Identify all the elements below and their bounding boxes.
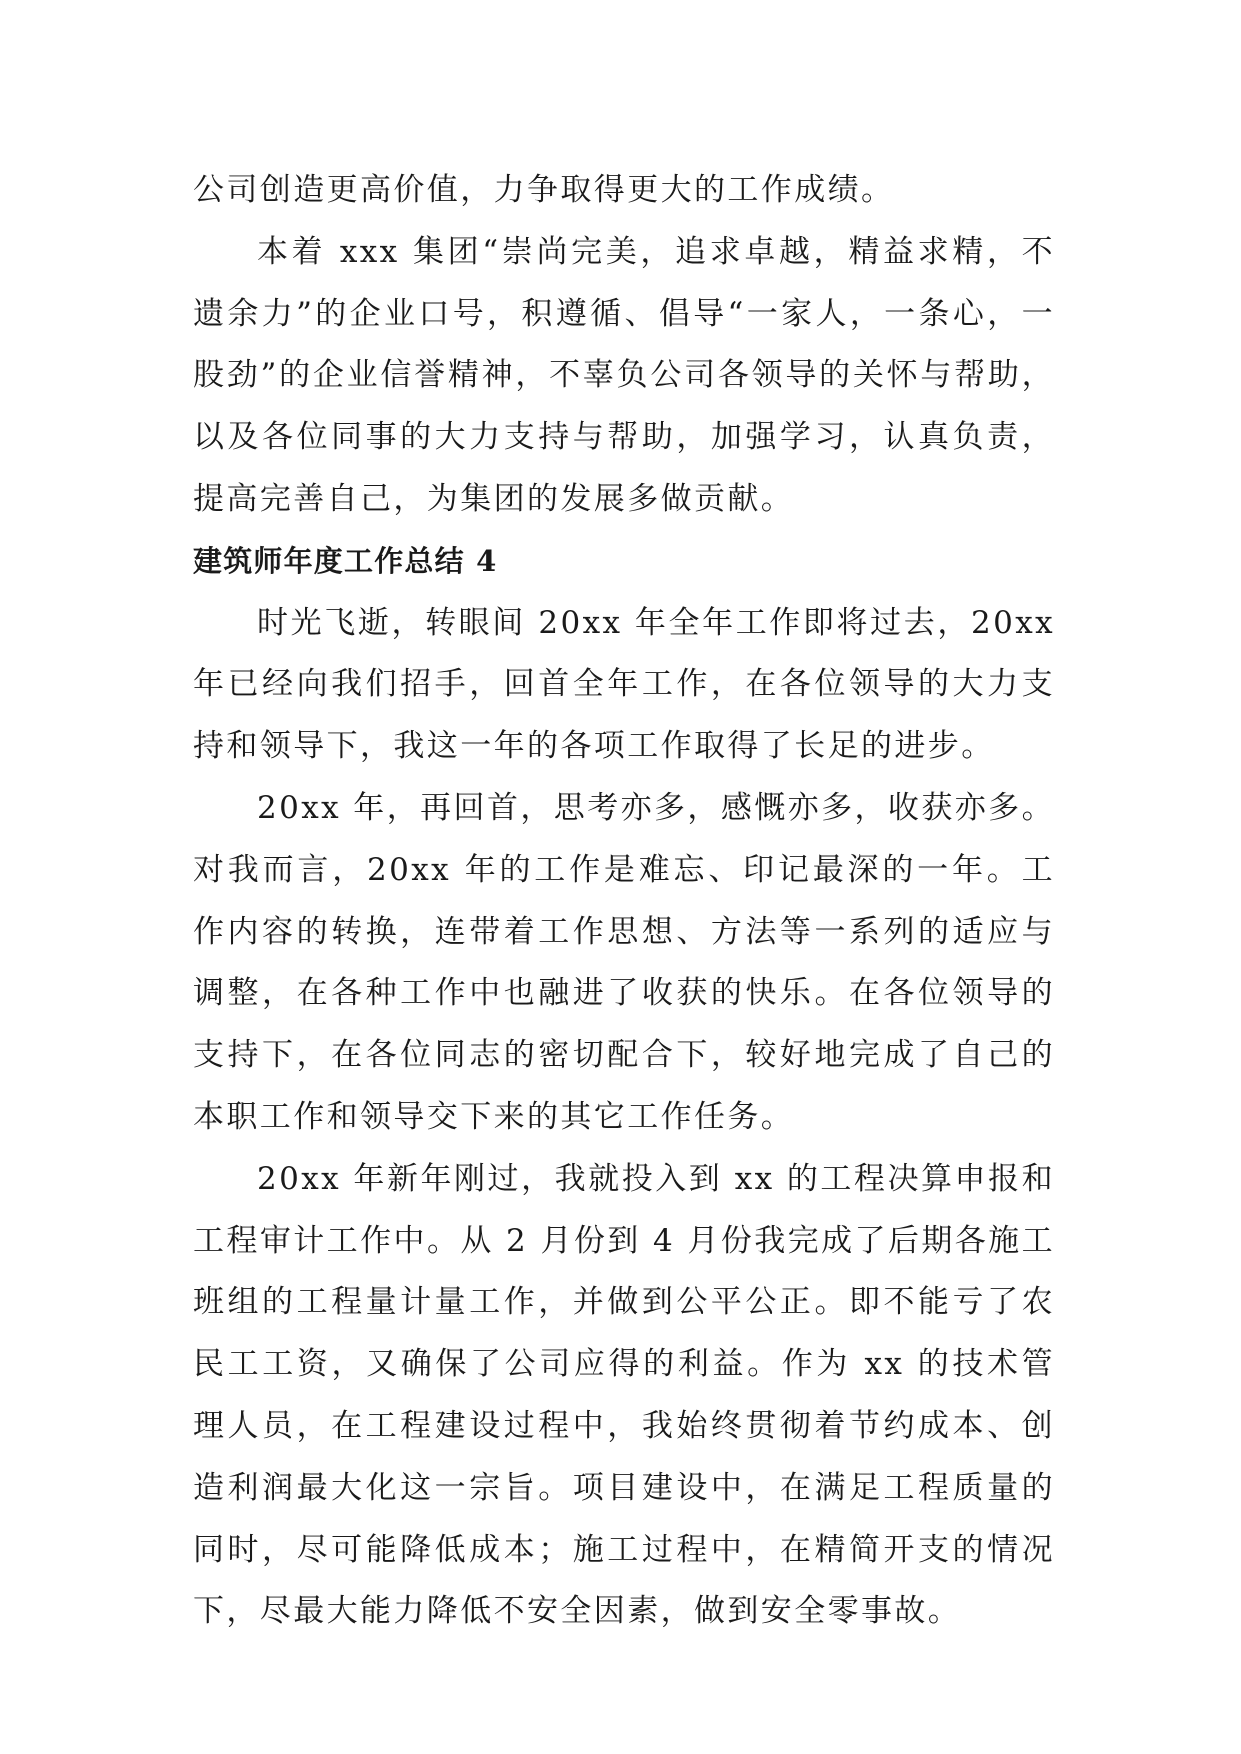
section-heading: 建筑师年度工作总结 4 (193, 543, 498, 578)
paragraph-company-slogan: 本着 xxx 集团“崇尚完美，追求卓越，精益求精，不遗余力”的企业口号，积遵循、倡导“一家人，一条心，一股劲”的企业信誉精神，不辜负公司各领导的关怀与帮助，以及各位同事的大力支持与帮助，加强学习，认真负责，提高完善自己，为集团的发展多做贡献。 (193, 233, 1055, 517)
paragraph-reflection: 20xx 年，再回首，思考亦多，感慨亦多，收获亦多。对我而言，20xx 年的工作是难忘、印记最深的一年。工作内容的转换，连带着工作思想、方法等一系列的适应与调整，在各种工作中也融进了收获的快乐。在各位领导的支持下，在各位同志的密切配合下，较好地完成了自己的本职工作和领导交下来的其它工作任务。 (193, 789, 1055, 1135)
paragraph-intro: 时光飞逝，转眼间 20xx 年全年工作即将过去，20xx 年已经向我们招手，回首全年工作，在各位领导的大力支持和领导下，我这一年的各项工作取得了长足的进步。 (193, 604, 1055, 765)
paragraph-project-work: 20xx 年新年刚过，我就投入到 xx 的工程决算申报和工程审计工作中。从 2 月份到 4 月份我完成了后期各施工班组的工程量计量工作，并做到公平公正。即不能亏了农民工工资，又确保了公司应得的利益。作为 xx 的技术管理人员，在工程建设过程中，我始终贯彻着节约成本、创造利润最大化这一宗旨。项目建设中，在满足工程质量的同时，尽可能降低成本；施工过程中，在精简开支的情况下，尽最大能力降低不安全因素，做到安全零事故。 (193, 1160, 1055, 1630)
document-body (193, 160, 1055, 1643)
paragraph-continuation: 公司创造更高价值，力争取得更大的工作成绩。 (193, 172, 895, 208)
